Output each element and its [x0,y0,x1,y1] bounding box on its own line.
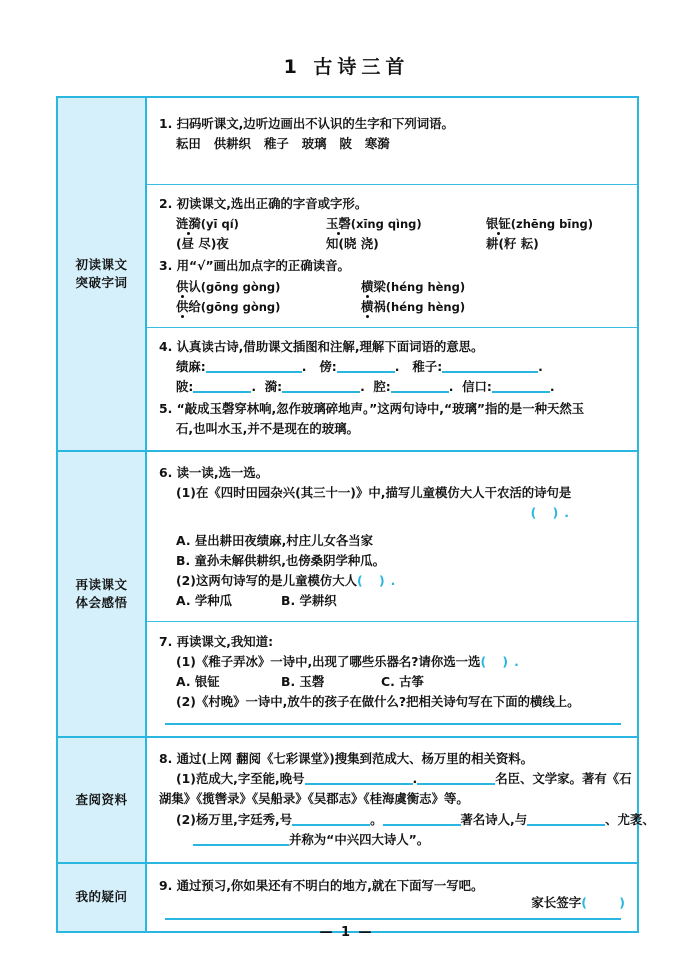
q4-row-2 [159,377,627,397]
q2-row-2 [159,234,627,254]
parent-signature-label: 家长签字 [531,895,582,910]
q2-item[interactable]: 耕(籽 耘) [486,236,539,252]
q7-sub1-stem: (1)《稚子弄冰》一诗中,出现了哪些乐器名?请你选一选 [176,653,481,669]
q3-item[interactable] [176,297,361,317]
q2-dotted-char: 银钲 [486,216,511,232]
q3-rest-char: 认 [188,278,201,294]
page-number: — 1 — [319,925,374,940]
q4-period: . [538,358,543,374]
q7-answer-line[interactable] [165,723,621,725]
q4-term: 陂: [176,378,194,394]
q6-sub1-stem: (1)在《四时田园杂兴(其三十一)》中,描写儿童模仿大人干农活的诗句是 [176,485,572,501]
q7-sub1-option-b[interactable]: B. 玉磬 [281,674,325,690]
q8-sub1-text-b: . [412,771,418,787]
q8-sub1-text-a: (1)范成大,字至能,晚号 [176,771,305,787]
q4-answer-blank[interactable] [492,391,550,393]
q8-answer-blank[interactable] [305,783,413,785]
q1-word-list [159,134,627,154]
q8-answer-blank[interactable] [292,824,370,826]
q4-term: 稚子: [412,358,443,374]
category-line-1: 初读课文 [75,256,128,272]
q3-pinyin: (héng hèng) [385,299,466,314]
q4-term: 傍: [319,358,337,374]
q1-word: 耘田 [176,136,201,152]
q6-sub1-answer-paren[interactable]: ( ). [530,505,575,521]
q7-stem: 7. 再读课文,我知道: [159,633,274,649]
q2-item[interactable] [326,214,486,234]
q4-term: 绩麻: [176,358,206,374]
q8-sub2-text-d: 、尤袤、 [605,811,655,827]
section-1-content [146,98,637,451]
category-line-2: 体会感悟 [75,595,128,611]
q7-sub1-option-c[interactable]: C. 古筝 [381,674,424,690]
q2-dotted-char: 涟漪 [176,216,201,232]
q4-term: 漪: [264,378,283,394]
q8-answer-blank[interactable] [193,844,289,846]
q1-word: 稚子 [263,136,289,152]
q4-row-1 [159,357,627,377]
q4-term: 腔: [373,378,391,394]
q4-period: . [360,378,374,394]
q1-word: 供耕织 [213,136,251,152]
q8-sub1-text-c: 名臣、文学家。著有《石 [495,771,632,787]
q8-sub2-text-e: 并称为“中兴四大诗人”。 [289,831,430,847]
q4-period: . [301,358,320,374]
q4-period: . [251,378,265,394]
q3-stem: 3. 用“√”画出加点字的正确读音。 [159,258,350,274]
q4-answer-blank[interactable] [337,371,395,373]
q4-period: . [549,378,555,394]
question-1 [147,98,637,185]
q6-sub2-options [159,591,627,611]
q3-row-1 [159,277,627,297]
q3-item[interactable] [176,277,361,297]
q2-item[interactable] [176,214,326,234]
q3-rest-char: 梁 [373,278,386,294]
q1-word: 玻璃 [301,136,327,152]
section-row-2 [58,451,637,737]
section-row-3 [58,737,637,862]
q3-item[interactable] [361,277,546,297]
q3-pinyin: (gōng gòng) [200,299,281,314]
q3-rest-char: 祸 [373,298,386,314]
q4-answer-blank[interactable] [391,391,449,393]
question-8 [147,738,655,861]
q2-stem: 2. 初读课文,选出正确的字音或字形。 [159,196,368,212]
category-line-1: 我的疑问 [75,889,128,905]
parent-signature [56,893,639,911]
category-line-1: 查阅资料 [75,791,128,807]
q7-sub1-answer-paren[interactable]: ( ). [480,653,525,669]
category-line-1: 再读课文 [75,577,128,593]
q6-stem: 6. 读一读,选一选。 [159,465,269,481]
q6-sub2-row [159,571,627,591]
q3-dotted-char: 供 [176,298,189,314]
q8-sub2-text-a: (2)杨万里,字廷秀,号 [176,811,293,827]
q4-answer-blank[interactable] [206,371,302,373]
category-label-first-reading [58,98,146,451]
q6-sub1-option-b[interactable]: B. 童孙未解供耕织,也傍桑阴学种瓜。 [176,552,386,568]
q7-sub2-stem: (2)《村晚》一诗中,放牛的孩子在做什么?把相关诗句写在下面的横线上。 [176,694,580,710]
q7-sub1-row [159,652,627,672]
q7-sub1-options [159,672,627,692]
question-6 [147,452,637,622]
q4-stem: 4. 认真读古诗,借助课文插图和注解,理解下面词语的意思。 [159,338,484,354]
worksheet-table [56,96,655,933]
parent-signature-field[interactable]: ( ) [581,895,639,910]
category-label-research [58,737,146,862]
q8-sub2-text-c: 著名诗人,与 [460,811,528,827]
q4-period: . [448,378,463,394]
q7-sub1-option-a[interactable]: A. 银钲 [176,674,220,690]
question-2-and-3 [147,185,637,328]
q8-stem: 8. 通过(上网 翻阅《七彩课堂》)搜集到范成大、杨万里的相关资料。 [159,751,534,767]
section-row-1 [58,98,637,451]
q2-pinyin: (yī qí) [200,217,239,232]
q1-stem: 1. 扫码听课文,边听边画出不认识的生字和下列词语。 [159,116,454,131]
q8-sub1-line-1 [159,769,632,789]
q6-sub2-answer-paren[interactable]: ( ). [357,572,402,588]
q1-word: 陂 [339,136,352,152]
q2-dotted-char: 玉磬 [326,216,351,232]
q2-item[interactable]: 知(晓 浇) [326,236,379,252]
q4-answer-blank[interactable] [442,371,538,373]
q8-sub2-text-b: 。 [370,811,383,827]
q5-line-2: 石,也叫水玉,并不是现在的玻璃。 [176,421,359,437]
q8-answer-blank[interactable] [417,783,495,785]
q3-pinyin: (héng hèng) [385,279,466,294]
q3-pinyin: (gōng gòng) [200,279,281,294]
grid [58,98,655,931]
q4-answer-blank[interactable] [282,391,360,393]
q8-sub1-line-2: 湖集》《揽辔录》《吴船录》《吴郡志》《桂海虞衡志》等。 [159,791,469,807]
q6-sub2-stem: (2)这两句诗写的是儿童模仿大人 [176,572,358,588]
q3-dotted-char: 供 [176,278,189,294]
q9-answer-line[interactable] [165,918,621,920]
question-4-and-5 [147,328,637,450]
q3-rest-char: 给 [188,298,201,314]
q3-item[interactable] [361,297,546,317]
q8-answer-blank[interactable] [527,824,605,826]
q2-pinyin: (zhēng bīng) [510,217,593,232]
q9-stem: 9. 通过预习,你如果还有不明白的地方,就在下面写一写吧。 [159,877,484,893]
q2-row-1 [159,214,627,234]
q4-term: 信口: [462,378,492,394]
q3-dotted-char: 横 [361,278,374,294]
category-line-2: 突破字词 [75,275,128,291]
section-3-content [146,737,655,862]
q6-sub2-option-a[interactable]: A. 学种瓜 [176,592,233,608]
q8-sub2-line-1 [159,810,655,830]
q2-item[interactable]: (昼 尽)夜 [176,236,229,252]
q4-period: . [394,358,413,374]
q8-answer-blank[interactable] [383,824,461,826]
q2-item[interactable] [486,214,656,234]
category-label-second-reading [58,451,146,737]
q3-row-2 [159,297,627,317]
q5-line-1: 5. “敲成玉磬穿林响,忽作玻璃碎地声。”这两句诗中,“玻璃”指的是一种天然玉 [159,401,585,417]
q4-answer-blank[interactable] [193,391,251,393]
q3-dotted-char: 横 [361,298,374,314]
q2-pinyin: (xīng qìng) [350,217,422,232]
page-title: 1 古诗三首 [283,56,410,78]
question-7 [147,622,637,736]
q8-sub2-line-2 [159,830,627,850]
section-2-content [146,451,637,737]
q6-sub1-option-a[interactable]: A. 昼出耕田夜绩麻,村庄儿女各当家 [176,532,374,548]
q1-word: 寒漪 [364,136,390,152]
q6-sub2-option-b[interactable]: B. 学耕织 [281,592,337,608]
